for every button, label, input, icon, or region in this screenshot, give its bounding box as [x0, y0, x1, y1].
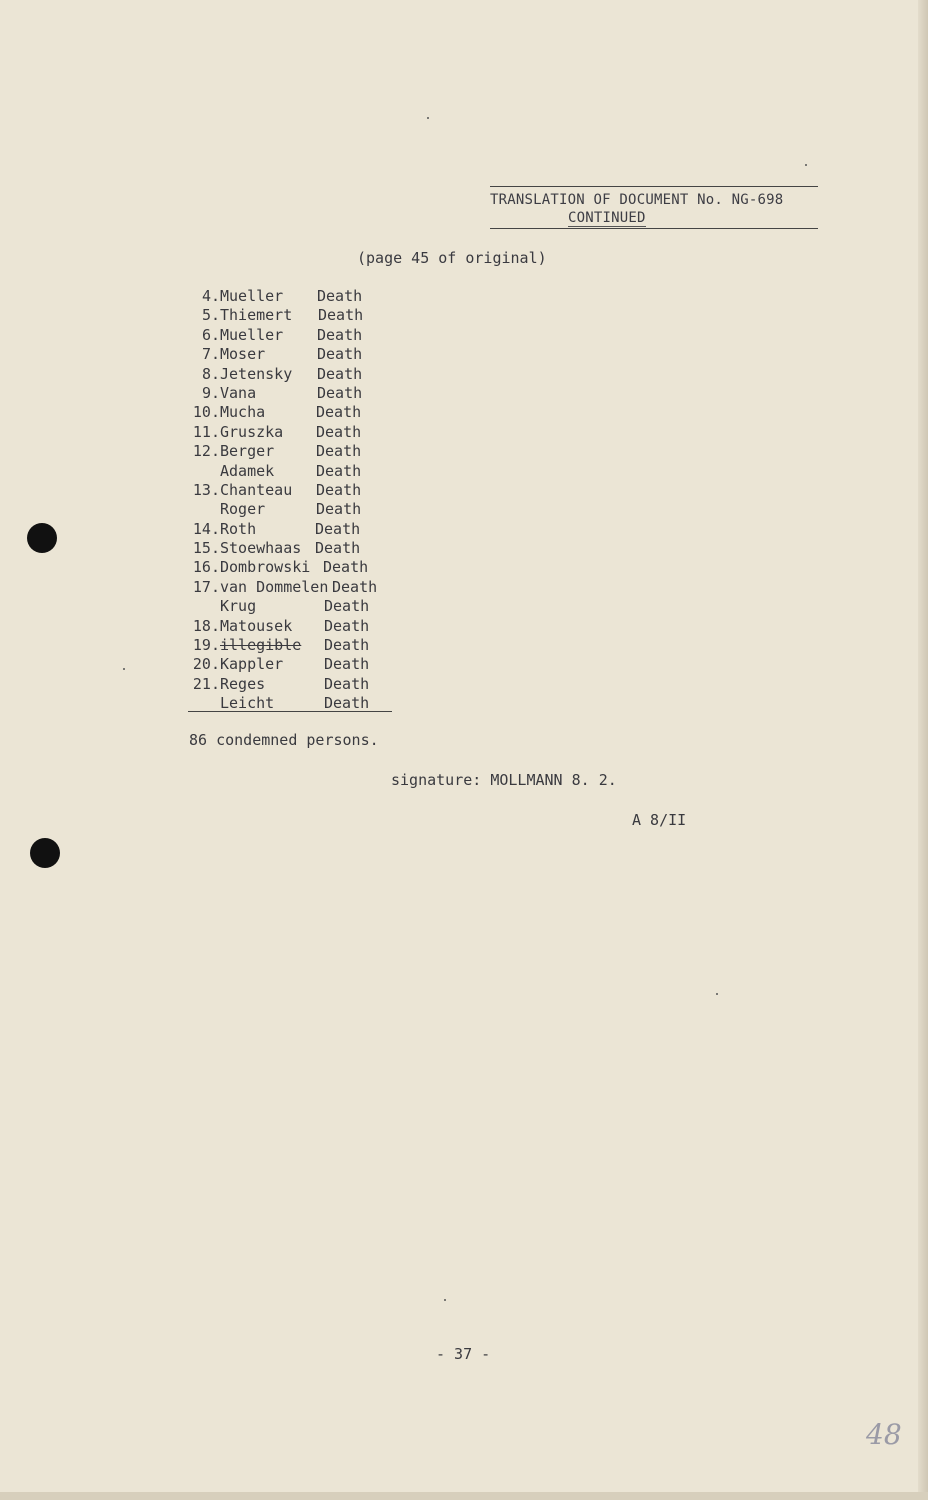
entry-number: 19. [192, 636, 220, 655]
entry-name: Moser [220, 345, 266, 364]
entry-sentence: Death [318, 306, 364, 325]
entry-number: 4. [201, 287, 220, 305]
entry-number: 20. [192, 655, 220, 674]
entry-sentence: Death [315, 519, 361, 538]
entry-number: 10. [192, 403, 220, 422]
entry-name: Chanteau [220, 480, 293, 499]
entry-sentence: Death [317, 287, 363, 305]
entry-sentence: Death [316, 500, 362, 519]
paper-speck [444, 1299, 446, 1301]
document-header [490, 186, 818, 229]
entry-name: Mueller [220, 325, 284, 344]
entry-name: Dombrowski [220, 558, 311, 577]
paper-speck [427, 117, 429, 119]
header-continued: CONTINUED [568, 210, 646, 226]
entry-name: Stoewhaas [220, 539, 302, 558]
entry-name: Thiemert [220, 306, 293, 325]
paper-edge-right [918, 0, 928, 1500]
entry-number: 11. [192, 422, 220, 441]
entry-name: Gruszka [220, 422, 284, 441]
entry-sentence: Death [324, 597, 370, 616]
entry-name: Jetensky [220, 364, 293, 383]
entry-number: 5. [201, 306, 220, 325]
entry-number: 8. [201, 364, 220, 383]
entry-number: 21. [192, 674, 220, 693]
entry-name: Mucha [220, 403, 266, 422]
entry-number: 13. [192, 480, 220, 499]
entry-name: Kappler [220, 655, 284, 674]
entry-name: Krug [220, 597, 257, 616]
page-reference: (page 45 of original) [357, 249, 547, 267]
entry-name: Reges [220, 674, 266, 693]
punch-hole-bottom [30, 838, 60, 868]
entry-sentence: Death [317, 383, 363, 402]
entry-number: 17. [192, 577, 220, 596]
entry-number: 7. [201, 345, 220, 364]
entry-sentence: Death [316, 461, 362, 480]
entry-number: 9. [201, 383, 220, 402]
punch-hole-top [27, 523, 57, 553]
entry-sentence: Death [315, 539, 361, 558]
entry-sentence: Death [323, 558, 369, 577]
entry-number: 16. [192, 558, 220, 577]
entry-name: Berger [220, 442, 275, 461]
handwritten-page-number: 48 [866, 1418, 902, 1451]
entry-sentence: Death [324, 694, 370, 713]
entry-name: Leicht [220, 694, 275, 713]
entry-number: 6. [201, 325, 220, 344]
entry-number: 14. [192, 519, 220, 538]
entry-sentence: Death [316, 442, 362, 461]
entry-number: 12. [192, 442, 220, 461]
list-bottom-rule [188, 711, 392, 712]
entry-number: 15. [192, 539, 220, 558]
entry-sentence: Death [317, 325, 363, 344]
paper-speck [123, 668, 125, 670]
entry-sentence: Death [324, 674, 370, 693]
header-rule-top [490, 186, 818, 187]
reference-code: A 8/II [632, 811, 687, 829]
entry-name: van Dommelen [220, 577, 329, 596]
entry-number: 18. [192, 616, 220, 635]
paper-speck [805, 164, 807, 166]
entry-name: Roth [220, 519, 257, 538]
signature-line: signature: MOLLMANN 8. 2. [391, 771, 617, 789]
entry-name: Mueller [220, 287, 284, 305]
entry-sentence: Death [317, 345, 363, 364]
page-number: - 37 - [436, 1345, 491, 1363]
entry-name: Matousek [220, 616, 293, 635]
header-rule-bottom [490, 228, 818, 229]
entry-sentence: Death [317, 364, 363, 383]
paper-speck [716, 993, 718, 995]
summary-text: 86 condemned persons. [189, 731, 379, 749]
paper-edge-bottom [0, 1492, 928, 1500]
entry-sentence: Death [316, 403, 362, 422]
header-title: TRANSLATION OF DOCUMENT No. NG-698 [490, 192, 784, 208]
entry-sentence: Death [316, 480, 362, 499]
entry-sentence: Death [324, 636, 370, 655]
entry-name: Adamek [220, 461, 275, 480]
entry-sentence: Death [316, 422, 362, 441]
entry-name: illegible [220, 636, 302, 655]
entry-sentence: Death [332, 577, 378, 596]
entry-name: Roger [220, 500, 266, 519]
entry-sentence: Death [324, 616, 370, 635]
entry-sentence: Death [324, 655, 370, 674]
entry-name: Vana [220, 383, 257, 402]
